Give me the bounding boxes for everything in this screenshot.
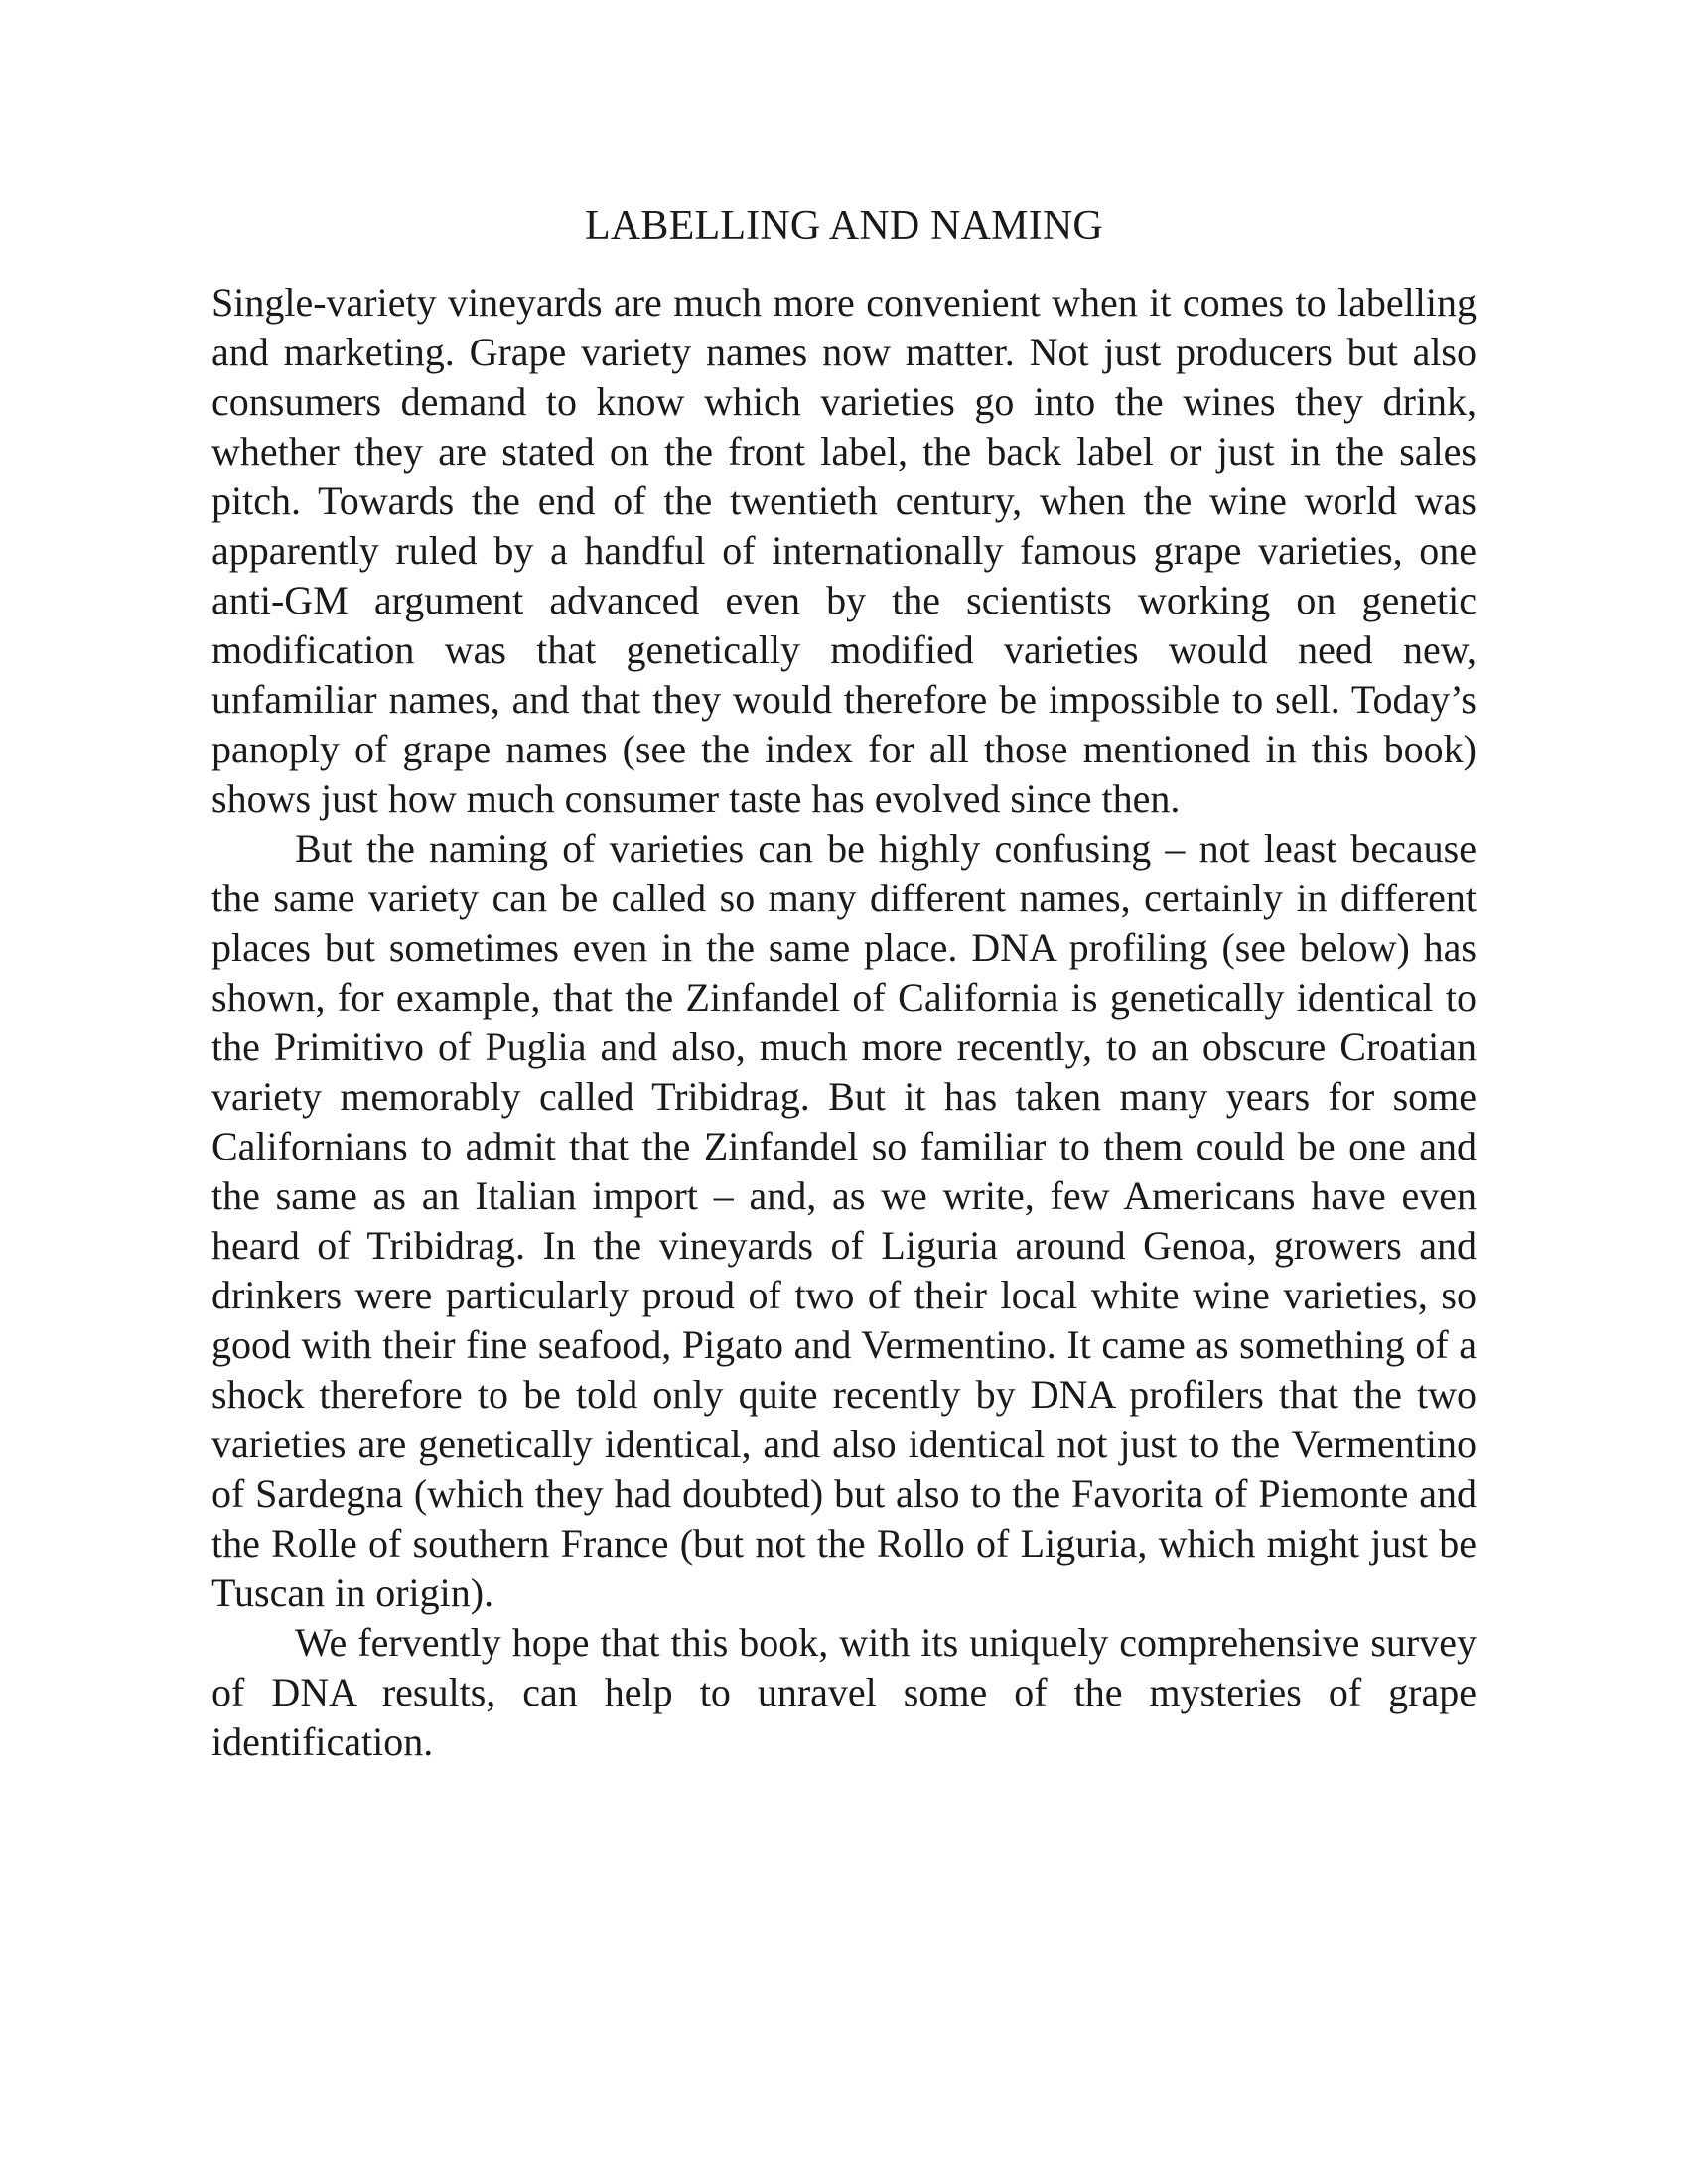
paragraph-naming-confusion: But the naming of varieties can be highly confusing – not least because the same variety can be called so many different names, certainly in different places but sometimes even in the same place. DNA profiling (see below) has shown, for example, that the Zinfandel of California is genetically identical to the Primitivo of Puglia and also, much more recently, to an obscure Croatian variety memorably called Tribidrag. But it has taken many years for some Californians to admit that the Zinfandel so familiar to them could be one and the same as an Italian import – and, as we write, few Americans have even heard of Tribidrag. In the vineyards of Liguria around Genoa, growers and drinkers were particularly proud of two of their local white wine varieties, so good with their fine seafood, Pigato and Vermentino. It came as something of a shock therefore to be told only quite recently by DNA profilers that the two varieties are genetically identical, and also identical not just to the Vermentino of Sardegna (which they had doubted) but also to the Favorita of Piemonte and the Rolle of southern France (but not the Rollo of Liguria, which might just be Tuscan in origin). [211, 826, 1477, 1615]
paragraph-book-purpose: We fervently hope that this book, with its uniquely comprehensive survey of DNA results, can help to unravel some of the mysteries of grape identification. [211, 1620, 1477, 1764]
body-text [211, 278, 1477, 1767]
paragraph-labelling: Single-variety vineyards are much more convenient when it comes to labelling and marketing. Grape variety names now matter. Not just producers but also consumers demand to know which varieties go into the wines they drink, whether they are stated on the front label, the back label or just in the sales pitch. Towards the end of the twentieth century, when the wine world was apparently ruled by a handful of internationally famous grape varieties, one anti-GM argument advanced even by the scientists working on genetic modification was that genetically modified varieties would need new, unfamiliar names, and that they would therefore be impossible to sell. Today’s panoply of grape names (see the index for all those mentioned in this book) shows just how much consumer taste has evolved since then. [211, 280, 1477, 821]
chapter-heading: LABELLING AND NAMING [585, 204, 1103, 249]
